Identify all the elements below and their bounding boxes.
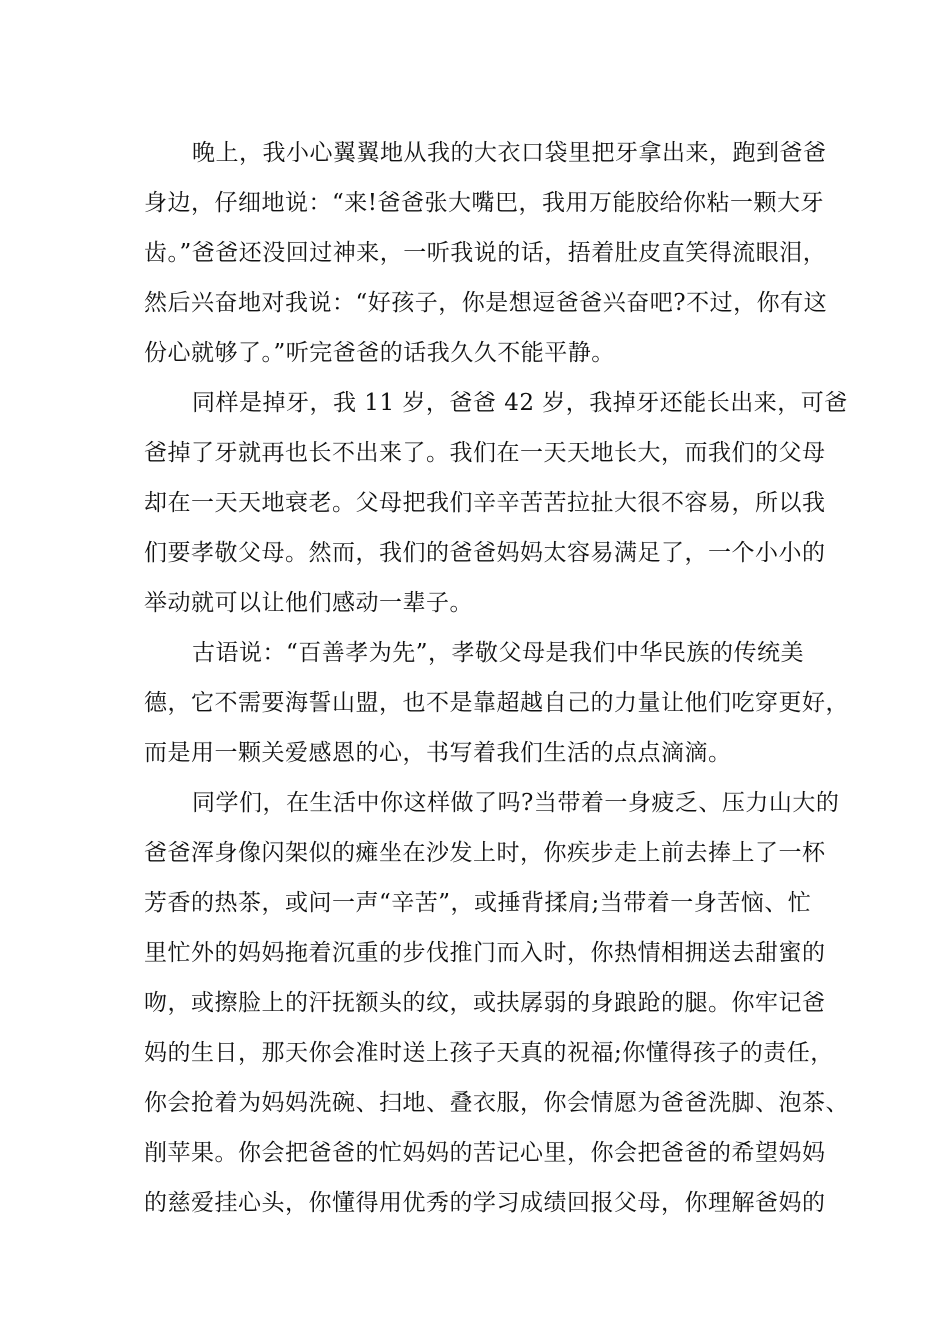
paragraph-4-line-5: 吻，或擦脸上的汗抚额头的纹，或扶孱弱的身踉跄的腿。你牢记爸 bbox=[144, 990, 826, 1016]
paragraph-4-line-7: 你会抢着为妈妈洗碗、扫地、叠衣服，你会情愿为爸爸洗脚、泡茶、 bbox=[144, 1090, 849, 1116]
paragraph-4-line-9: 的慈爱挂心头，你懂得用优秀的学习成绩回报父母，你理解爸妈的 bbox=[144, 1190, 826, 1216]
paragraph-1-line-2: 身边，仔细地说：“来!爸爸张大嘴巴，我用万能胶给你粘一颗大牙 bbox=[144, 190, 825, 216]
paragraph-4-line-8: 削苹果。你会把爸爸的忙妈妈的苦记心里，你会把爸爸的希望妈妈 bbox=[144, 1140, 826, 1166]
paragraph-1-line-4: 然后兴奋地对我说：“好孩子，你是想逗爸爸兴奋吧?不过，你有这 bbox=[144, 290, 828, 316]
paragraph-4-line-6: 妈的生日，那天你会准时送上孩子天真的祝福;你懂得孩子的责任， bbox=[144, 1040, 834, 1066]
paragraph-2-line-4: 们要孝敬父母。然而，我们的爸爸妈妈太容易满足了，一个小小的 bbox=[144, 540, 826, 566]
paragraph-1-line-1: 晚上，我小心翼翼地从我的大衣口袋里把牙拿出来，跑到爸爸 bbox=[192, 140, 827, 166]
paragraph-1-line-5: 份心就够了。”听完爸爸的话我久久不能平静。 bbox=[144, 340, 615, 366]
paragraph-1-line-3: 齿。”爸爸还没回过神来，一听我说的话，捂着肚皮直笑得流眼泪， bbox=[144, 240, 827, 266]
paragraph-3-line-3: 而是用一颗关爱感恩的心，书写着我们生活的点点滴滴。 bbox=[144, 740, 732, 766]
paragraph-4-line-4: 里忙外的妈妈拖着沉重的步伐推门而入时，你热情相拥送去甜蜜的 bbox=[144, 940, 826, 966]
document-body bbox=[144, 128, 849, 1228]
paragraph-3-line-1: 古语说：“百善孝为先”，孝敬父母是我们中华民族的传统美 bbox=[192, 640, 805, 666]
paragraph-4-line-3: 芳香的热茶，或问一声“辛苦”，或捶背揉肩;当带着一身苦恼、忙 bbox=[144, 890, 812, 916]
paragraph-2-line-3: 却在一天天地衰老。父母把我们辛辛苦苦拉扯大很不容易，所以我 bbox=[144, 490, 826, 516]
paragraph-4-line-2: 爸爸浑身像闪架似的瘫坐在沙发上时，你疾步走上前去捧上了一杯 bbox=[144, 840, 826, 866]
paragraph-4-line-1: 同学们，在生活中你这样做了吗?当带着一身疲乏、压力山大的 bbox=[192, 790, 840, 816]
paragraph-2-line-5: 举动就可以让他们感动一辈子。 bbox=[144, 590, 473, 616]
paragraph-2-line-2: 爸掉了牙就再也长不出来了。我们在一天天地长大，而我们的父母 bbox=[144, 440, 826, 466]
paragraph-2-line-1: 同样是掉牙，我 11 岁，爸爸 42 岁，我掉牙还能长出来，可爸 bbox=[192, 390, 848, 416]
paragraph-3-line-2: 德，它不需要海誓山盟，也不是靠超越自己的力量让他们吃穿更好， bbox=[144, 690, 849, 716]
